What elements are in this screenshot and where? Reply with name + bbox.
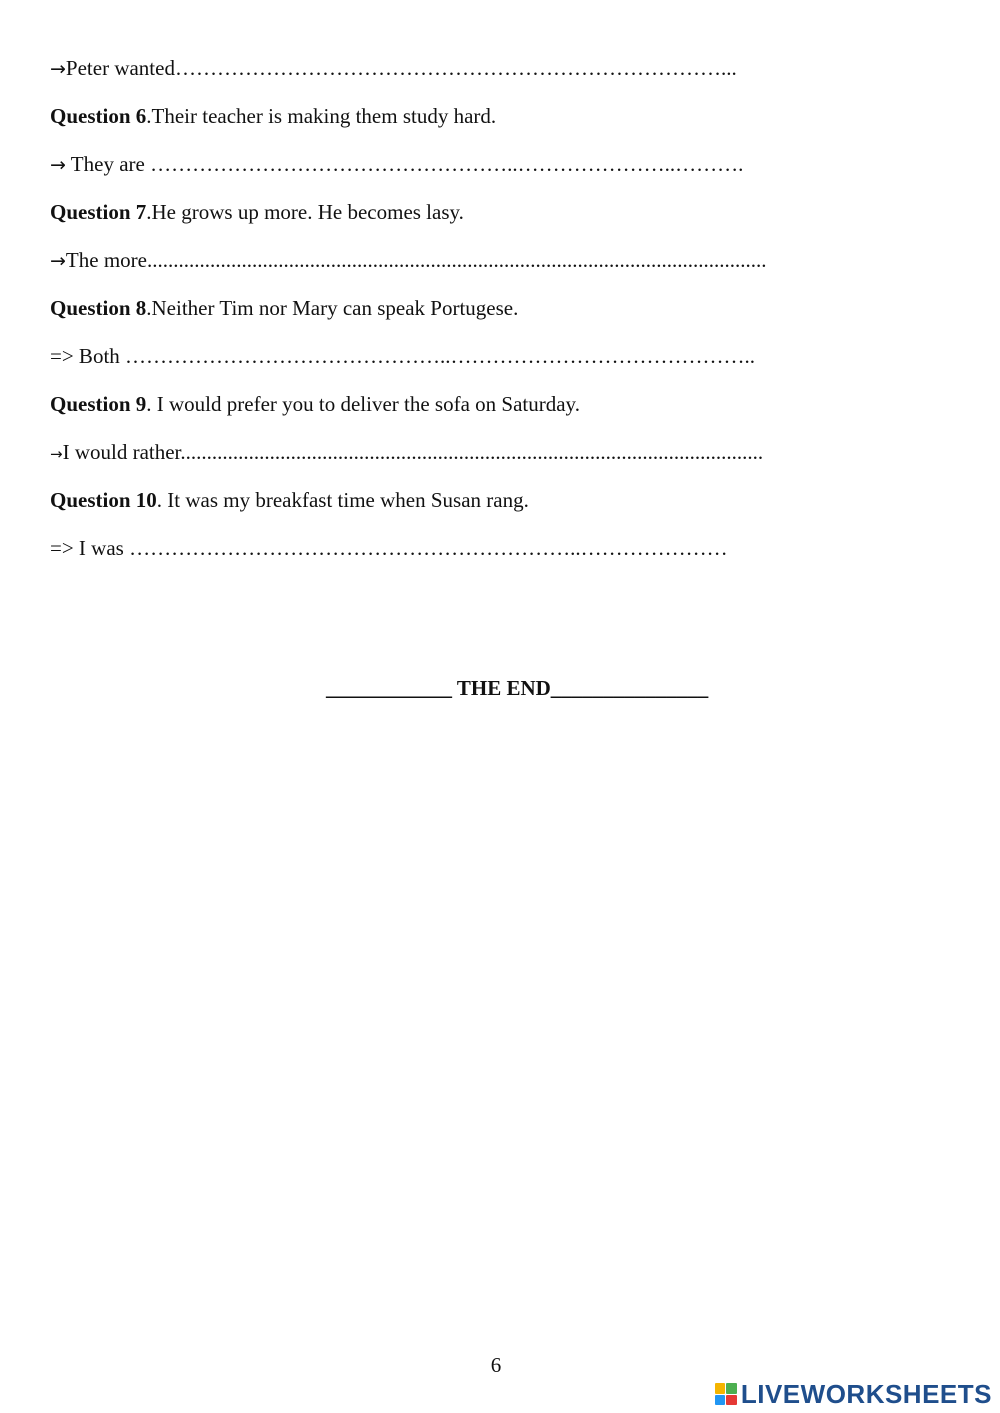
question-label: Question 9 [50, 392, 147, 416]
answer-text: They are ……………………………………………..…………………..………. [65, 152, 744, 176]
right-arrow-icon: → [50, 58, 66, 80]
question-10 [50, 486, 529, 514]
question-text: .Neither Tim nor Mary can speak Portugese. [146, 296, 519, 320]
question-6 [50, 102, 496, 130]
right-arrow-icon: → [50, 154, 66, 176]
answer-text: The more...................................................................................................................... [65, 248, 767, 272]
question-text: .He grows up more. He becomes lasy. [146, 200, 464, 224]
question-7 [50, 198, 464, 226]
answer-line-6 [50, 150, 743, 179]
the-end-heading: ____________ THE END_______________ [326, 676, 709, 700]
question-text: . I would prefer you to deliver the sofa on Saturday. [146, 392, 580, 416]
answer-text: => I was ………………………………………………………..………………… [50, 536, 728, 560]
answer-line-8 [50, 342, 755, 370]
answer-text: => Both ………………………………………..…………………………………….. [50, 344, 756, 368]
question-9 [50, 390, 580, 418]
answer-text: I would rather............................................................................................................... [62, 440, 764, 464]
answer-line-5 [50, 54, 737, 83]
question-8 [50, 294, 518, 322]
question-label: Question 10 [50, 488, 157, 512]
question-label: Question 8 [50, 296, 147, 320]
right-arrow-icon: → [50, 445, 63, 463]
answer-line-7 [50, 246, 766, 275]
question-label: Question 6 [50, 104, 147, 128]
question-text: . It was my breakfast time when Susan rang. [156, 488, 529, 512]
answer-line-9 [50, 438, 763, 468]
liveworksheets-brand [715, 1378, 992, 1410]
right-arrow-icon: → [50, 250, 66, 272]
answer-line-10 [50, 534, 728, 562]
brand-name: LIVEWORKSHEETS [740, 1378, 992, 1409]
liveworksheets-logo-icon [715, 1383, 737, 1405]
answer-text: Peter wanted……………………………………………………………………... [65, 56, 737, 80]
question-text: .Their teacher is making them study hard. [146, 104, 497, 128]
question-label: Question 7 [50, 200, 147, 224]
page-number: 6 [490, 1353, 502, 1377]
